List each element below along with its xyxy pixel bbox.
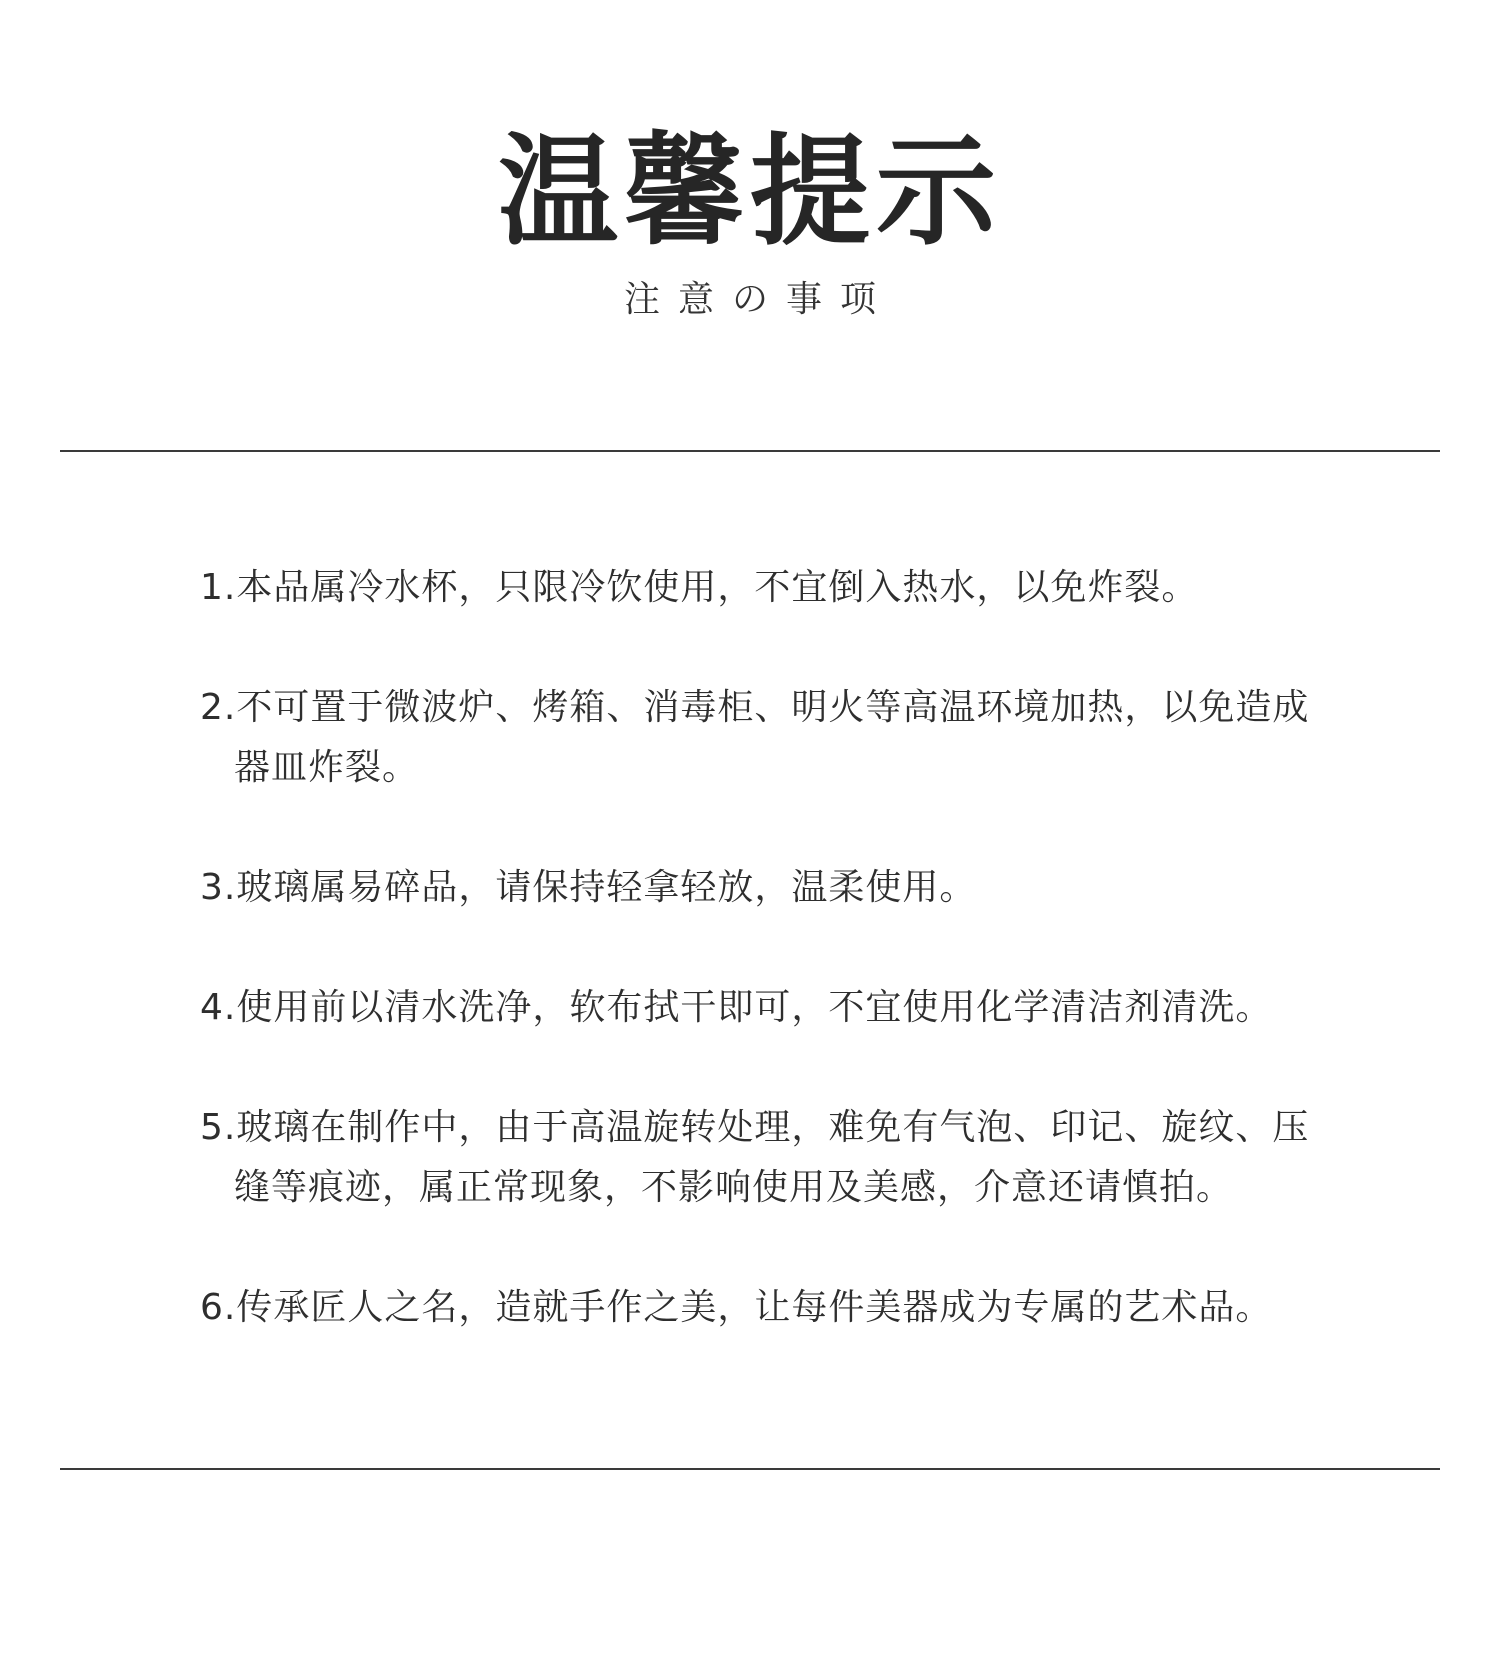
page-title: 温馨提示 (498, 123, 1002, 262)
notice-item-2: 2.不可置于微波炉、烤箱、消毒柜、明火等高温环境加热，以免造成器皿炸裂。 (200, 687, 1310, 788)
bottom-divider (60, 1468, 1440, 1470)
page-subtitle: 注意の事项 (623, 279, 894, 320)
notice-item-6: 6.传承匠人之名，造就手作之美，让每件美器成为专属的艺术品。 (200, 1287, 1273, 1328)
notice-item-3: 3.玻璃属易碎品，请保持轻拿轻放，温柔使用。 (200, 867, 977, 908)
top-divider (60, 450, 1440, 452)
notice-item-4: 4.使用前以清水洗净，软布拭干即可，不宜使用化学清洁剂清洗。 (200, 987, 1273, 1028)
notice-item-5: 5.玻璃在制作中，由于高温旋转处理，难免有气泡、印记、旋纹、压缝等痕迹，属正常现象，不影响使用及美感，介意还请慎拍。 (200, 1107, 1310, 1208)
notice-item-1: 1.本品属冷水杯，只限冷饮使用，不宜倒入热水，以免炸裂。 (200, 567, 1199, 608)
notice-list (200, 558, 1320, 1338)
